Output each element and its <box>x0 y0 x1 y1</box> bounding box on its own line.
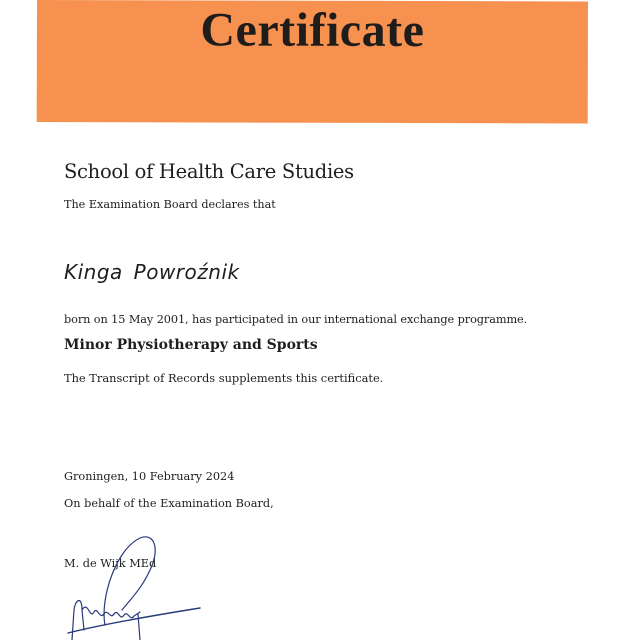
certificate-title: Certificate <box>200 3 425 58</box>
programme-name: Minor Physiotherapy and Sports <box>64 337 318 353</box>
signer-name: M. de Wijk MEd <box>64 557 157 570</box>
transcript-note: The Transcript of Records supplements this certificate. <box>64 371 384 385</box>
on-behalf-text: On behalf of the Examination Board, <box>64 497 274 510</box>
place-date: Groningen, 10 February 2024 <box>64 470 235 483</box>
declaration-text: The Examination Board declares that <box>64 198 276 211</box>
recipient-name: Kinga Powroźnik <box>64 260 240 284</box>
school-name: School of Health Care Studies <box>64 160 354 183</box>
certificate-banner <box>37 0 588 123</box>
signature-icon <box>60 530 220 640</box>
birth-statement: born on 15 May 2001, has participated in our international exchange programme. <box>64 313 528 326</box>
